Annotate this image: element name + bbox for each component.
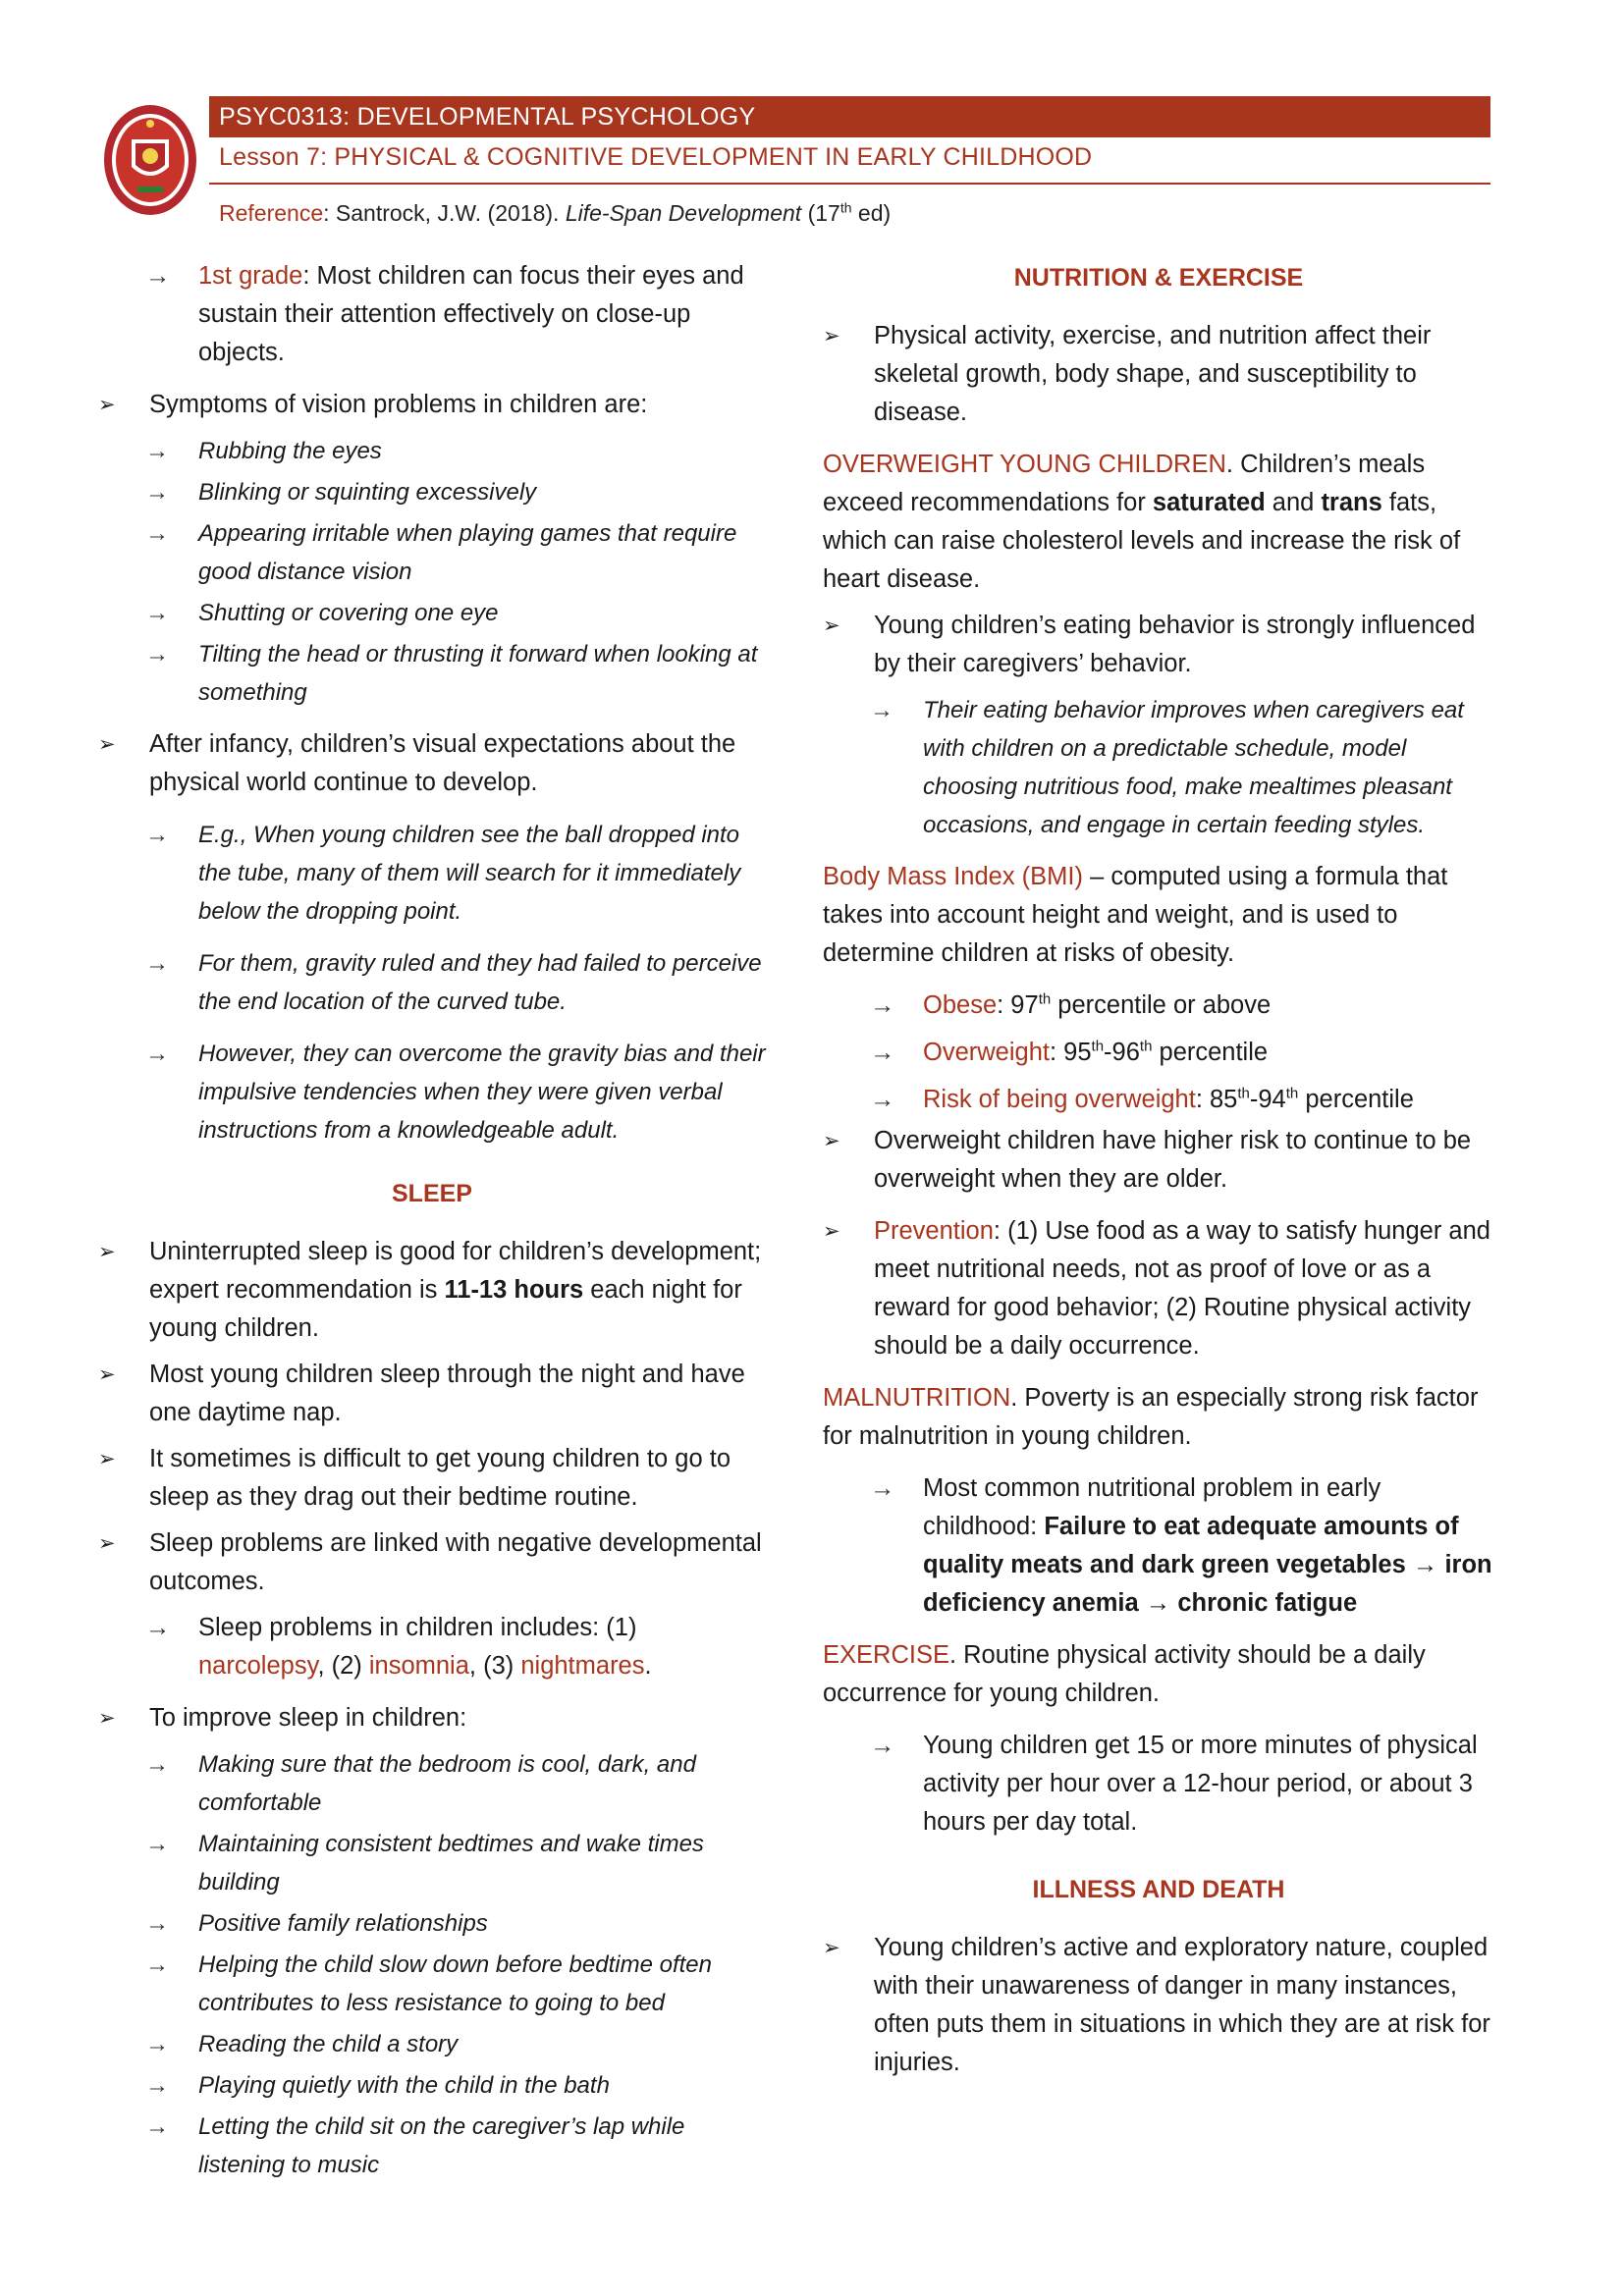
header-divider bbox=[209, 183, 1490, 185]
sleep-item-1-text: Uninterrupted sleep is good for children’s development; expert recommendation is bbox=[149, 1238, 762, 1304]
first-grade-label: 1st grade bbox=[198, 262, 303, 290]
obese-item bbox=[823, 987, 1494, 1025]
eating-behavior-item: ➢ Young children’s eating behavior is strongly influenced by their caregivers’ behavior. bbox=[823, 607, 1494, 683]
reference-authors: : Santrock, J.W. (2018). bbox=[323, 200, 566, 226]
risk-range-tail: percentile bbox=[1298, 1086, 1414, 1113]
improve-sleep-item: → Maintaining consistent bedtimes and wake times building bbox=[98, 1825, 766, 1901]
and-text: and bbox=[1265, 489, 1322, 516]
reference-line bbox=[219, 200, 891, 227]
ordinal-sup: th bbox=[1038, 990, 1052, 1008]
prevention-item bbox=[823, 1212, 1494, 1365]
sleep-problems-item bbox=[98, 1609, 766, 1685]
university-seal-logo bbox=[102, 102, 198, 218]
overweight-text: . Children’s meals exceed recommendations for bbox=[823, 451, 1426, 516]
separator: , (2) bbox=[317, 1652, 369, 1680]
prevention-label: Prevention bbox=[874, 1217, 994, 1245]
reference-label: Reference bbox=[219, 200, 324, 226]
malnutrition-label: MALNUTRITION bbox=[823, 1384, 1011, 1412]
improve-sleep-item: → Letting the child sit on the caregiver’s lap while listening to music bbox=[98, 2108, 766, 2184]
improve-sleep-item: → Positive family relationships bbox=[98, 1904, 766, 1943]
overweight-range-label: Overweight bbox=[923, 1039, 1050, 1066]
illness-item-1: ➢ Young children’s active and exploratory nature, coupled with their unawareness of danger in many instances, often puts them in situations in which they are at risk for injuries. bbox=[823, 1929, 1494, 2082]
trans-bold: trans bbox=[1321, 489, 1382, 516]
exercise-paragraph bbox=[823, 1636, 1494, 1713]
eating-behavior-sub: → Their eating behavior improves when caregivers eat with children on a predictable schedule, model choosing nutritious food, make mealtimes pleasant occasions, and engage in certain feeding styles. bbox=[823, 691, 1494, 844]
overweight-range-start: : 95 bbox=[1049, 1039, 1092, 1066]
nutrition-item-1: ➢ Physical activity, exercise, and nutrition affect their skeletal growth, body shape, and susceptibility to disease. bbox=[823, 317, 1494, 432]
sleep-heading: SLEEP bbox=[392, 1180, 472, 1207]
reference-edition-close: ed) bbox=[851, 200, 892, 226]
malnutrition-paragraph bbox=[823, 1379, 1494, 1456]
risk-overweight-item bbox=[823, 1081, 1494, 1119]
exercise-text: . Routine physical activity should be a daily occurrence for young children. bbox=[823, 1641, 1426, 1707]
vision-symptom-item: → Appearing irritable when playing games that require good distance vision bbox=[98, 514, 766, 591]
first-grade-item bbox=[98, 257, 766, 372]
sleep-item-3: ➢ It sometimes is difficult to get young children to go to sleep as they drag out their bedtime routine. bbox=[98, 1440, 766, 1517]
malnutrition-sub-text: Most common nutritional problem in early childhood: bbox=[923, 1474, 1381, 1540]
ordinal-sup: th bbox=[1091, 1038, 1105, 1055]
vision-symptom-item: → Rubbing the eyes bbox=[98, 432, 766, 470]
risk-range-start: : 85 bbox=[1195, 1086, 1238, 1113]
bmi-paragraph bbox=[823, 858, 1494, 973]
vision-symptom-item: → Shutting or covering one eye bbox=[98, 594, 766, 632]
lesson-title: Lesson 7: PHYSICAL & COGNITIVE DEVELOPMENT IN EARLY CHILDHOOD bbox=[219, 143, 1093, 171]
overweight-range-tail: percentile bbox=[1152, 1039, 1269, 1066]
visual-example-item: → However, they can overcome the gravity bias and their impulsive tendencies when they were given verbal instructions from a knowledgeable adult. bbox=[98, 1035, 766, 1149]
obese-value: : 97 bbox=[997, 991, 1039, 1019]
prevention-text: : (1) Use food as a way to satisfy hunger and meet nutritional needs, not as proof of love or as a reward for good behavior; (2) Routine physical activity should be a daily occurrence. bbox=[874, 1217, 1490, 1360]
improve-sleep-intro: ➢ To improve sleep in children: bbox=[98, 1699, 766, 1737]
sleep-item-1-tail: each night for young children. bbox=[149, 1276, 742, 1342]
sleep-item-2: ➢ Most young children sleep through the night and have one daytime nap. bbox=[98, 1356, 766, 1432]
overweight-paragraph bbox=[823, 446, 1494, 599]
ordinal-sup: th bbox=[1237, 1085, 1250, 1102]
right-column bbox=[823, 257, 1494, 2090]
visual-example-item: → For them, gravity ruled and they had failed to perceive the end location of the curved tube. bbox=[98, 944, 766, 1021]
reference-edition: (17 bbox=[801, 200, 840, 226]
malnutrition-text: . Poverty is an especially strong risk factor for malnutrition in young children. bbox=[823, 1384, 1479, 1450]
overweight-range-item bbox=[823, 1034, 1494, 1072]
sleep-item-1 bbox=[98, 1233, 766, 1348]
obese-tail: percentile or above bbox=[1051, 991, 1272, 1019]
nightmares-term: nightmares bbox=[520, 1652, 645, 1680]
improve-sleep-item: → Helping the child slow down before bedtime often contributes to less resistance to going to bed bbox=[98, 1946, 766, 2022]
vision-symptom-item: → Tilting the head or thrusting it forward when looking at something bbox=[98, 635, 766, 712]
reference-edition-sup: th bbox=[839, 199, 852, 216]
illness-heading: ILLNESS AND DEATH bbox=[1032, 1876, 1285, 1903]
malnutrition-sub bbox=[823, 1469, 1494, 1623]
sleep-problems-text: Sleep problems in children includes: (1) bbox=[198, 1614, 637, 1641]
sleep-hours-bold: 11-13 hours bbox=[444, 1276, 584, 1304]
risk-overweight-label: Risk of being overweight bbox=[923, 1086, 1196, 1113]
reference-book-title: Life-Span Development bbox=[565, 200, 802, 226]
first-grade-text: : Most children can focus their eyes and sustain their attention effectively on close-up objects. bbox=[198, 262, 744, 366]
improve-sleep-item: → Making sure that the bedroom is cool, dark, and comfortable bbox=[98, 1745, 766, 1822]
ordinal-sup: th bbox=[1139, 1038, 1153, 1055]
left-column bbox=[98, 257, 766, 2187]
vision-symptom-item: → Blinking or squinting excessively bbox=[98, 473, 766, 511]
bmi-text: – computed using a formula that takes into account height and weight, and is used to determine children at risks of obesity. bbox=[823, 863, 1448, 967]
page-header bbox=[0, 0, 1624, 245]
visual-example-item: → E.g., When young children see the ball dropped into the tube, many of them will search for it immediately below the dropping point. bbox=[98, 816, 766, 931]
period: . bbox=[644, 1652, 652, 1680]
overweight-label: OVERWEIGHT YOUNG CHILDREN bbox=[823, 451, 1226, 478]
exercise-label: EXERCISE bbox=[823, 1641, 949, 1669]
nutrition-heading: NUTRITION & EXERCISE bbox=[1013, 264, 1304, 292]
improve-sleep-item: → Playing quietly with the child in the bath bbox=[98, 2066, 766, 2105]
malnutrition-sub-bold: Failure to eat adequate amounts of quality meats and dark green vegetables → iron deficiency anemia → chronic fatigue bbox=[923, 1513, 1492, 1617]
overweight-older-item: ➢ Overweight children have higher risk to continue to be overweight when they are older. bbox=[823, 1122, 1494, 1199]
saturated-bold: saturated bbox=[1152, 489, 1266, 516]
overweight-range-end: -96 bbox=[1104, 1039, 1140, 1066]
narcolepsy-term: narcolepsy bbox=[198, 1652, 318, 1680]
ordinal-sup: th bbox=[1285, 1085, 1299, 1102]
sleep-item-4: ➢ Sleep problems are linked with negative developmental outcomes. bbox=[98, 1524, 766, 1601]
improve-sleep-item: → Reading the child a story bbox=[98, 2025, 766, 2063]
bmi-label: Body Mass Index (BMI) bbox=[823, 863, 1083, 890]
separator: , (3) bbox=[468, 1652, 521, 1680]
exercise-sub: → Young children get 15 or more minutes of physical activity per hour over a 12-hour period, or about 3 hours per day total. bbox=[823, 1727, 1494, 1842]
vision-symptoms-intro: ➢ Symptoms of vision problems in children are: bbox=[98, 386, 766, 424]
obese-label: Obese bbox=[923, 991, 998, 1019]
insomnia-term: insomnia bbox=[368, 1652, 469, 1680]
overweight-text-tail: fats, which can raise cholesterol levels and increase the risk of heart disease. bbox=[823, 489, 1461, 593]
course-title-bar: PSYC0313: DEVELOPMENTAL PSYCHOLOGY bbox=[209, 96, 1490, 137]
visual-expectations-item: ➢ After infancy, children’s visual expectations about the physical world continue to develop. bbox=[98, 725, 766, 802]
risk-range-end: -94 bbox=[1249, 1086, 1286, 1113]
